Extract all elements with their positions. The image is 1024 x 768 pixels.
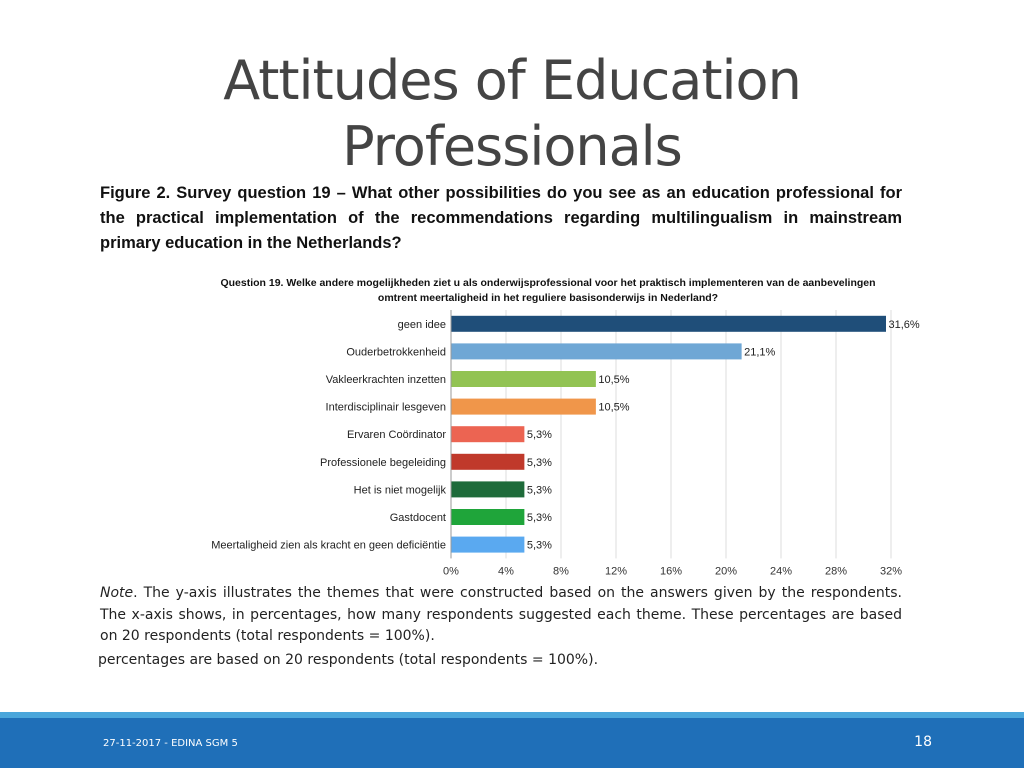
value-label: 5,3% <box>526 539 552 552</box>
slide-title-line-1: Attitudes of Education <box>223 49 801 112</box>
category-label: Het is niet mogelijk <box>353 484 446 497</box>
x-tick-label: 4% <box>498 565 514 578</box>
category-label: Gastdocent <box>389 512 446 524</box>
value-label: 5,3% <box>526 512 552 524</box>
bar <box>452 537 525 553</box>
bar <box>452 481 525 497</box>
value-label: 5,3% <box>526 484 552 497</box>
note-label: Note <box>100 585 134 601</box>
slide-title-line-2: Professionals <box>342 115 682 178</box>
figure-caption: Figure 2. Survey question 19 – What other possibilities do you see as an education professional for the practical implementation of the recommendations regarding multilingualism in mainstream primary education in the Netherlands? <box>100 184 902 252</box>
bar <box>452 426 525 442</box>
value-label: 10,5% <box>598 401 630 414</box>
chart-title-line-2: omtrent meertaligheid in het reguliere basisonderwijs in Nederland? <box>377 292 719 304</box>
chart-title-line-1: Question 19. Welke andere mogelijkheden ziet u als onderwijsprofessional voor het praktisch implementeren van de aanbevelingen <box>220 277 876 289</box>
footer-bar <box>0 718 1024 768</box>
bar <box>452 371 596 387</box>
slide-title <box>0 48 1024 180</box>
bar <box>452 509 525 525</box>
slide-number: 18 <box>914 734 932 750</box>
value-label: 5,3% <box>526 456 552 469</box>
bar <box>452 399 596 415</box>
bar-chart <box>150 270 920 580</box>
category-label: Interdisciplinair lesgeven <box>325 401 446 414</box>
footer-date-label: 27-11-2017 - EDINA SGM 5 <box>103 738 238 749</box>
category-label: Ervaren Coördinator <box>346 429 446 442</box>
note-text: . The y-axis illustrates the themes that were constructed based on the answers given by the respondents. The x-axis shows, in percentages, how many respondents suggested each theme. These percentages are based on 20 respondents (total respondents = 100%). <box>100 585 902 644</box>
x-tick-label: 8% <box>553 565 569 578</box>
category-label: Meertaligheid zien als kracht en geen deficiëntie <box>211 539 446 552</box>
figure-note <box>100 583 902 648</box>
x-tick-label: 24% <box>769 565 793 578</box>
bar <box>452 316 887 332</box>
x-tick-label: 32% <box>879 565 903 578</box>
value-label: 21,1% <box>744 346 776 359</box>
category-label: Ouderbetrokkenheid <box>346 346 446 359</box>
x-tick-label: 28% <box>824 565 848 578</box>
value-label: 10,5% <box>598 374 630 386</box>
x-tick-label: 16% <box>659 565 683 578</box>
category-label: Professionele begeleiding <box>320 456 446 469</box>
category-label: Vakleerkrachten inzetten <box>325 374 446 386</box>
bar <box>452 343 742 359</box>
bar <box>452 454 525 470</box>
note-repeat-line: percentages are based on 20 respondents (total respondents = 100%). <box>98 652 599 668</box>
x-tick-label: 20% <box>714 565 738 578</box>
category-label: geen idee <box>397 318 446 331</box>
value-label: 5,3% <box>526 429 552 442</box>
x-tick-label: 0% <box>443 565 459 578</box>
value-label: 31,6% <box>888 318 920 331</box>
bars <box>452 316 920 553</box>
x-tick-label: 12% <box>604 565 628 578</box>
